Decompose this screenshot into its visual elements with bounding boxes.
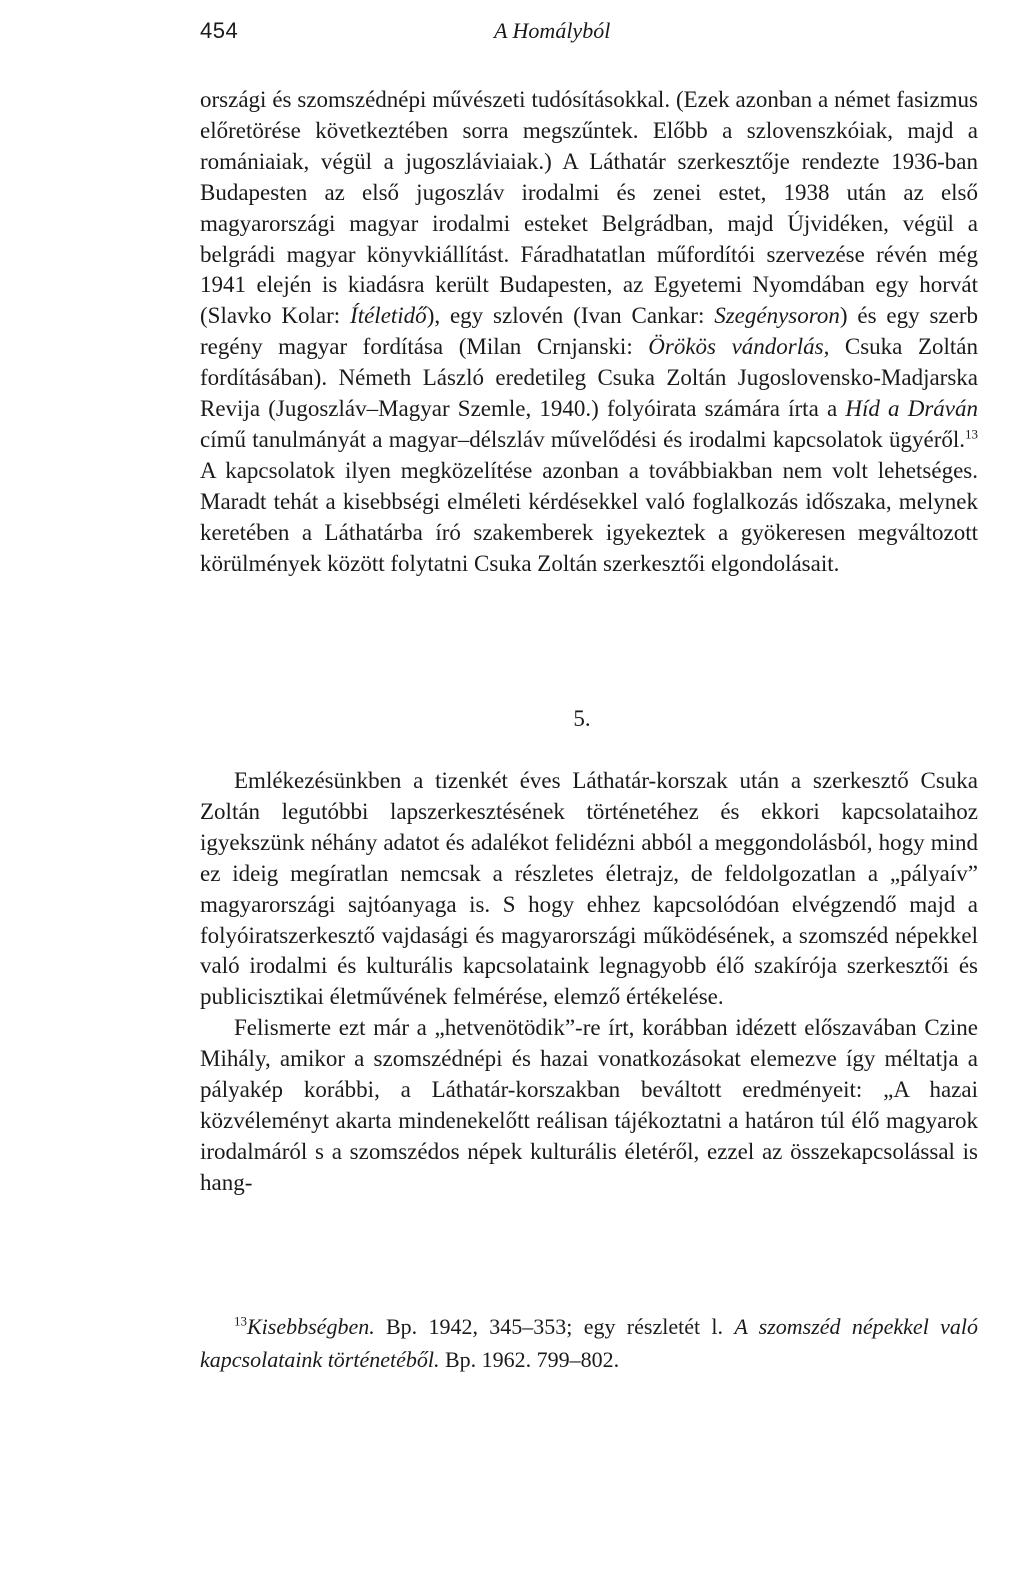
footnote-title: A szomszéd népekkel való kapcsolataink történetéből.: [200, 1314, 978, 1372]
paragraph: Emlékezésünkben a tizenkét éves Láthatár-korszak után a szerkesztő Csuka Zoltán legutóbbi lapszerkesztésének történetéhez és ekkori kapcsolataihoz igyekszünk néhány adatot és adalékot felidézni abból a meggondolásból, hogy mind ez ideig megíratlan nemcsak a részletes életrajz, de feldolgozatlan a „pályaív” magyarországi sajtóanyaga is. S hogy ehhez kapcsolódóan elvégzendő majd a folyóiratszerkesztő vajdasági és magyarországi működésének, a szomszéd népekkel való irodalmi és kulturális kapcsolataink legnagyobb élő szakírója szerkesztői és publicisztikai életművének felmérése, elemző értékelése.: [200, 768, 978, 1010]
book-title: Szegénysoron: [714, 303, 840, 329]
section-number: 5.: [573, 706, 591, 731]
running-head: [200, 18, 980, 48]
footnote: $^{13}$Kisebbségben. Bp. 1942, 345–353; egy részletét l. A szomszéd népekkel való kapcsolataink történetéből. Bp. 1962. 799–802.: [200, 1313, 978, 1372]
paragraph: Felismerte ezt már a „hetvenötödik”-re írt, korábban idézett előszavában Czine Mihály, amikor a szomszédnépi és hazai vonatkozásokat elemezve így méltatja a pályakép korábbi, a Láthatár-korszakban beváltott eredményeit: „A hazai közvéleményt akarta mindenekelőtt reálisan tájékoztatni a határon túl élő magyarok irodalmáról s a szomszédos népek kulturális életéről, ezzel az összekapcsolással is hang-: [200, 1015, 978, 1195]
book-title: Ítéletidő: [350, 303, 427, 329]
book-title: Örökös vándorlás,: [648, 334, 830, 360]
section-five-text: [200, 766, 978, 1199]
essay-title: Híd a Dráván: [845, 396, 978, 422]
paragraph: országi és szomszédnépi művészeti tudósításokkal. (Ezek azonban a német fasizmus előretörése következtében sorra megszűntek. Előbb a szlovenszkóiak, majd a romániaiak, végül a jugoszláviaiak.) A Láthatár szerkesztője rendezte 1936-ban Budapesten az első jugoszláv irodalmi és zenei estet, 1938 után az első magyarországi magyar irodalmi esteket Belgrádban, majd Újvidéken, végül a belgrádi magyar könyvkiállítást. Fáradhatatlan műfordítói szervezése révén még 1941 elején is kiadásra került Budapesten, az Egyetemi Nyomdában egy horvát (Slavko Kolar: Ítéletidő), egy szlovén (Ivan Cankar: Szegénysoron) és egy szerb regény magyar fordítása (Milan Crnjanski: Örökös vándorlás, Csuka Zoltán fordításában). Németh László eredetileg Csuka Zoltán Jugoslovensko-Madjarska Revija (Jugoszláv–Magyar Szemle, 1940.) folyóirata számára írta a Híd a Dráván című tanulmányát a magyar–délszláv művelődési és irodalmi kapcsolatok ügyéről.$^{13}$ A kapcsolatok ilyen megközelítése azonban a továbbiakban nem volt lehetséges. Maradt tehát a kisebbségi elméleti kérdésekkel való foglalkozás időszaka, melynek keretében a Láthatárba író szakemberek igyekeztek a gyökeresen megváltozott körülmények között folytatni Csuka Zoltán szerkesztői elgondolásait.: [200, 87, 978, 576]
page-number: 454: [200, 18, 239, 43]
footnote-number: 13: [234, 1313, 247, 1329]
footnote-reference[interactable]: 13: [965, 426, 978, 442]
section-text-continued: [200, 85, 978, 580]
footnote-title: Kisebbségben.: [247, 1314, 375, 1339]
running-title: A Homályból: [494, 18, 611, 43]
